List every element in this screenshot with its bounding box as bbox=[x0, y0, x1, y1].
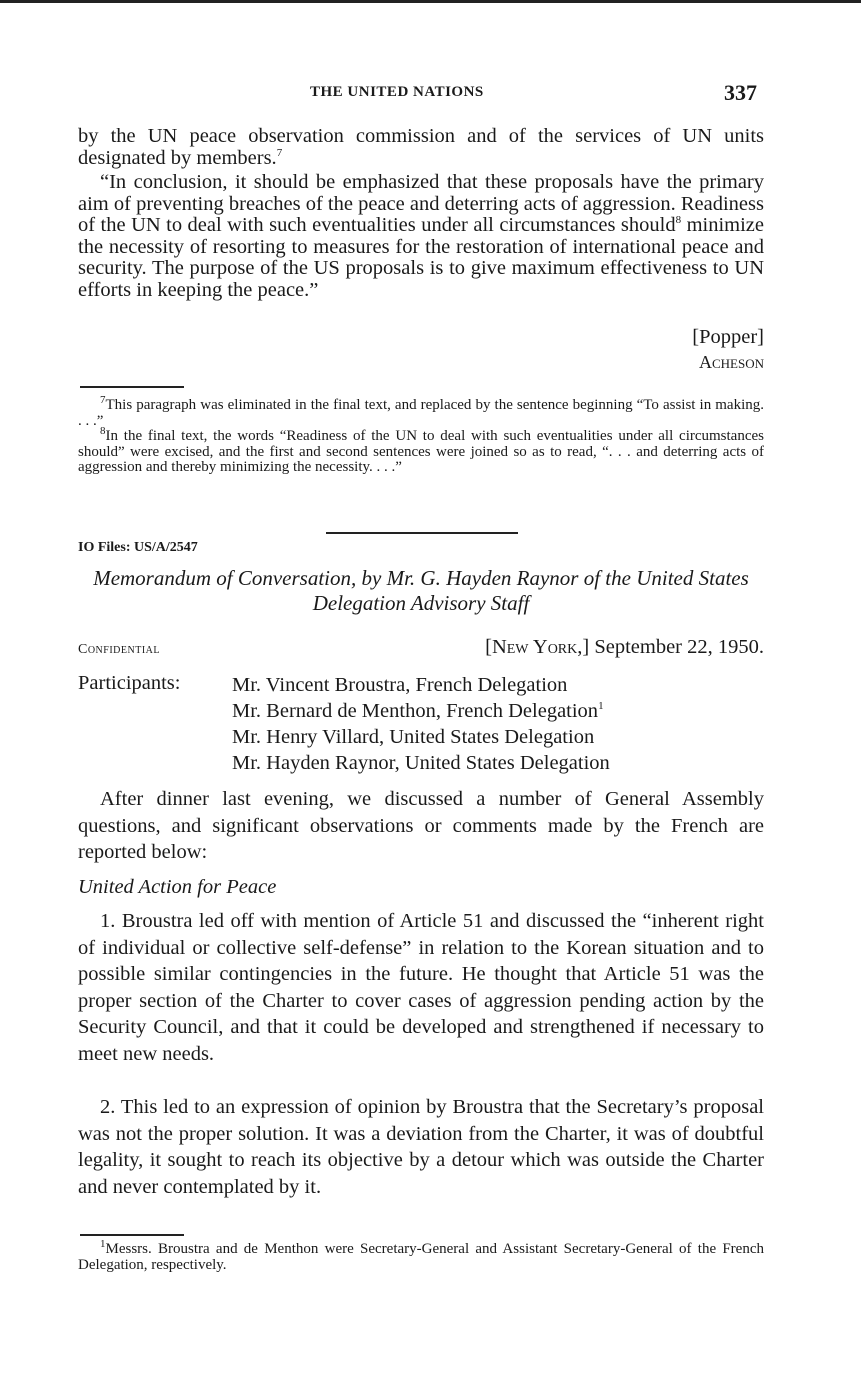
participants-label: Participants: bbox=[78, 672, 181, 694]
quote-text-part1: “In conclusion, it should be emphasized that these proposals have the primary aim of preventing breaches of the peace and deterring acts of aggression. Readiness of the UN to deal with such eventualities under all circumstances should bbox=[78, 171, 764, 236]
body-paragraph-2: 2. This led to an expression of opinion by Broustra that the Secretary’s proposal was not the proper solution. It was a deviation from the Charter, it was of doubtful legality, it sought to reach its objective by a detour which was outside the Charter and never contemplated by it. bbox=[78, 1096, 764, 1198]
footnote-ref-7: 7 bbox=[276, 146, 283, 159]
footnote-8-number: 8 bbox=[100, 425, 106, 437]
footnote-1 bbox=[78, 1238, 764, 1273]
section-subheading: United Action for Peace bbox=[78, 876, 277, 898]
bottom-footnote-divider bbox=[80, 1234, 184, 1236]
participant-item bbox=[232, 750, 610, 776]
participant-name: Mr. Henry Villard, United States Delegation bbox=[232, 726, 595, 748]
footnote-8 bbox=[78, 425, 764, 476]
footnote-divider bbox=[80, 386, 184, 388]
document-separator bbox=[326, 532, 518, 534]
participant-name: Mr. Bernard de Menthon, French Delegation bbox=[232, 700, 599, 722]
quote-text-part2: minimize the necessity of resorting to measures for the restoration of international peace and security. The purpose of the US proposals is to give maximum effectiveness to UN efforts in keeping the peace.” bbox=[78, 214, 764, 301]
footnote-ref-1: 1 bbox=[598, 700, 604, 713]
participant-name: Mr. Hayden Raynor, United States Delegation bbox=[232, 752, 610, 774]
participants-list bbox=[232, 672, 610, 776]
footnote-7-text: This paragraph was eliminated in the final text, and replaced by the sentence beginning “To assist in making. . . .” bbox=[78, 397, 764, 429]
footnote-7 bbox=[78, 394, 764, 429]
dateline bbox=[420, 636, 764, 659]
dateline-date: September 22, 1950. bbox=[589, 636, 764, 658]
continuation-paragraph bbox=[78, 126, 764, 169]
memo-title: Memorandum of Conversation, by Mr. G. Hayden Raynor of the United States Delegation Advisory Staff bbox=[93, 566, 749, 615]
classification-label: Confidential bbox=[78, 642, 160, 657]
participant-item bbox=[232, 724, 610, 750]
signature-name: Acheson bbox=[698, 352, 764, 372]
signature-initials: [Popper] bbox=[692, 326, 764, 348]
dateline-place: [New York,] bbox=[485, 636, 590, 658]
page-top-edge bbox=[0, 0, 861, 3]
running-title: THE UNITED NATIONS bbox=[310, 84, 484, 100]
footnote-1-text: Messrs. Broustra and de Menthon were Secretary-General and Assistant Secretary-General of the French Delegation, respectively. bbox=[78, 1241, 764, 1273]
page-number: 337 bbox=[724, 80, 757, 105]
participant-item bbox=[232, 698, 610, 724]
footnote-7-number: 7 bbox=[100, 394, 106, 406]
file-reference: IO Files: US/A/2547 bbox=[78, 540, 198, 555]
footnotes-top bbox=[78, 394, 764, 476]
footnote-ref-8: 8 bbox=[675, 214, 682, 227]
running-header bbox=[0, 80, 861, 106]
footnote-8-text: In the final text, the words “Readiness of the UN to deal with such eventualities under all circumstances should” were excised, and the first and second sentences were joined so as to read, “. . . and deterring acts of aggression and thereby minimizing the necessity. . . .” bbox=[78, 428, 764, 475]
footnote-1-paragraph bbox=[78, 1238, 764, 1273]
intro-paragraph: After dinner last evening, we discussed a number of General Assembly questions, and significant observations or comments made by the French are reported below: bbox=[78, 788, 764, 863]
participant-item bbox=[232, 672, 610, 698]
footnote-1-number: 1 bbox=[100, 1238, 106, 1250]
participant-name: Mr. Vincent Broustra, French Delegation bbox=[232, 674, 568, 696]
quote-paragraph bbox=[78, 172, 764, 301]
continuation-text: by the UN peace observation commission and of the services of UN units designated by members. bbox=[78, 125, 764, 169]
body-paragraph-1: 1. Broustra led off with mention of Article 51 and discussed the “inherent right of individual or collective self-defense” in relation to the Korean situation and to possible similar contingencies in the future. He thought that Article 51 was the proper section of the Charter to cover cases of aggression pending action by the Security Council, and that it could be developed and strengthened if necessary to meet new needs. bbox=[78, 910, 764, 1065]
